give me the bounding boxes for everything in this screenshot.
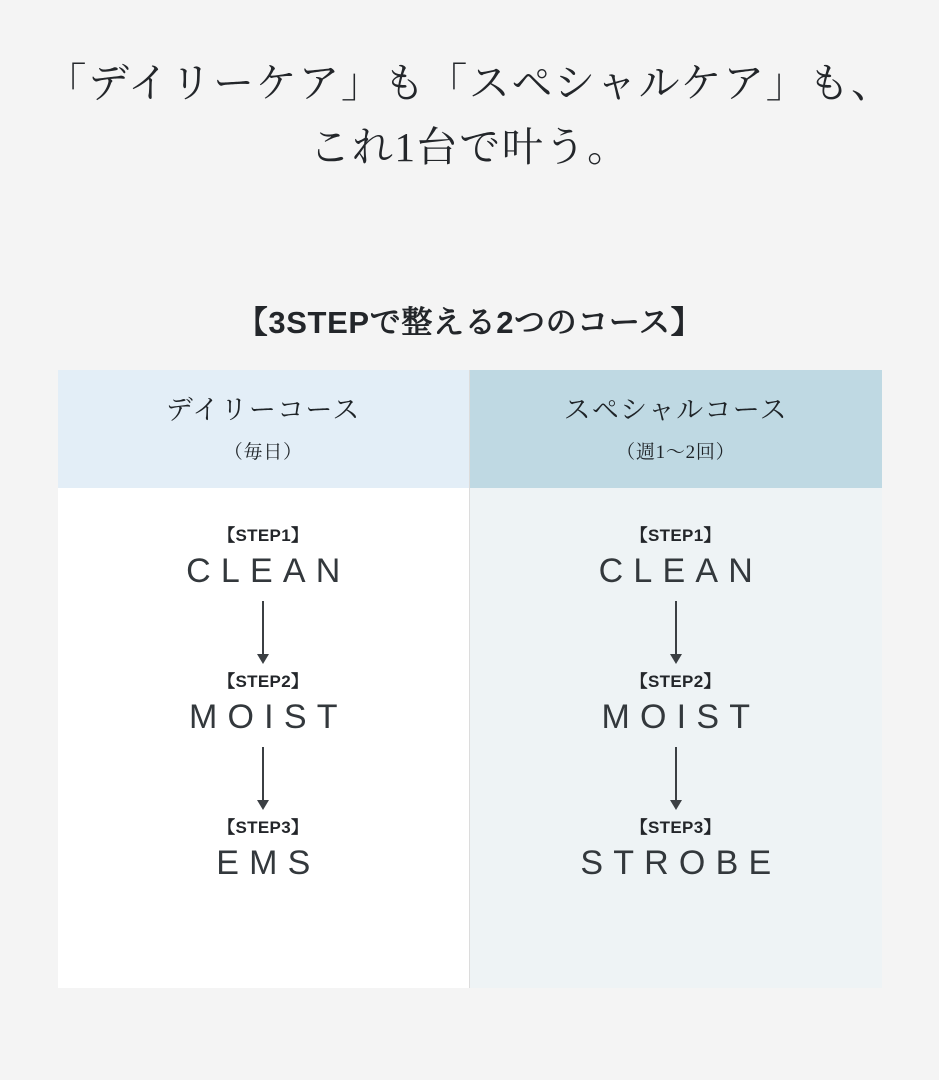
step-item xyxy=(206,813,320,883)
course-header-daily xyxy=(58,370,470,488)
arrow-down-icon xyxy=(675,601,677,655)
course-comparison-table xyxy=(58,370,882,988)
step-item xyxy=(591,667,760,737)
headline-line-1: 「デイリーケア」も「スペシャルケア」も、 xyxy=(45,60,894,106)
step-label: 【STEP3】 xyxy=(218,818,309,838)
step-name: MOIST xyxy=(601,698,761,737)
step-name: EMS xyxy=(216,844,321,883)
course-column-special xyxy=(470,370,882,988)
step-label: 【STEP2】 xyxy=(630,672,721,692)
course-title-daily: デイリーコース xyxy=(165,395,361,426)
step-label: 【STEP2】 xyxy=(218,672,309,692)
page-title xyxy=(0,0,939,179)
course-steps-special xyxy=(470,488,882,988)
course-steps-daily xyxy=(58,488,470,988)
step-item xyxy=(179,667,348,737)
course-frequency-daily: （毎日） xyxy=(223,441,303,463)
arrow-down-icon xyxy=(262,601,264,655)
arrow-down-icon xyxy=(262,747,264,801)
step-item xyxy=(176,521,351,591)
course-frequency-special: （週1〜2回） xyxy=(616,441,736,463)
course-title-special: スペシャルコース xyxy=(563,395,788,426)
step-item xyxy=(588,521,763,591)
course-header-special xyxy=(470,370,882,488)
step-name: CLEAN xyxy=(598,552,764,591)
headline-line-2: これ1台で叶う。 xyxy=(309,123,630,170)
step-label: 【STEP3】 xyxy=(630,818,721,838)
course-column-daily xyxy=(58,370,470,988)
section-subheading: 【3STEPで整える2つのコース】 xyxy=(236,305,703,341)
step-item xyxy=(570,813,781,883)
step-name: STROBE xyxy=(580,844,782,883)
step-name: MOIST xyxy=(189,698,348,737)
arrow-down-icon xyxy=(675,747,677,801)
step-label: 【STEP1】 xyxy=(630,526,721,546)
step-name: CLEAN xyxy=(186,552,351,591)
step-label: 【STEP1】 xyxy=(218,526,309,546)
